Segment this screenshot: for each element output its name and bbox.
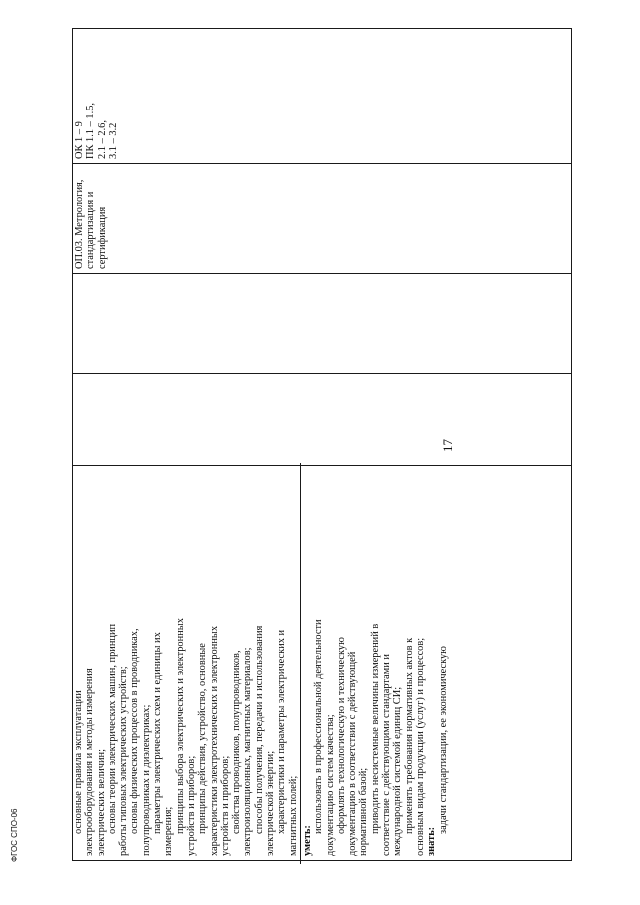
text-line: работы типовых электрических устройств; xyxy=(118,666,130,856)
text-line: измерения; xyxy=(163,806,175,856)
competence-line: ОК 1 – 9 xyxy=(74,121,85,159)
knowledge-list xyxy=(73,466,299,860)
text-line: принципы выбора электрических и электронных xyxy=(174,618,186,834)
text-line: использовать в профессиональной деятельности xyxy=(313,619,325,834)
text-line: международной системой единиц СИ; xyxy=(392,686,404,856)
text-line: основным видам продукции (услуг) и процессов; xyxy=(414,637,426,856)
text-line: оформлять технологическую и техническую xyxy=(335,637,347,834)
text-line: соответствие с действующими стандартами и xyxy=(381,654,393,856)
text-line: нормативной базой; xyxy=(358,767,370,856)
discipline-line: ОП.03. Метрология, xyxy=(74,179,85,269)
hours-cell-1 xyxy=(73,374,572,466)
text-line: электроизоляционных, магнитных материалов; xyxy=(242,647,254,856)
text-line: основные правила эксплуатации xyxy=(73,690,84,834)
text-line: устройств и приборов; xyxy=(219,755,231,856)
text-line: задачи стандартизации, ее экономическую xyxy=(437,646,449,834)
text-line: электрических величин; xyxy=(95,749,107,856)
discipline-line: стандартизация и xyxy=(85,191,97,269)
document-footer: ФГОС СПО-06 xyxy=(10,808,19,862)
text-line: электрической энергии; xyxy=(265,750,277,856)
text-line: свойства проводников, полупроводников, xyxy=(231,650,243,834)
text-line: параметры электрических схем и единицы их xyxy=(152,632,164,834)
competence-line: 3.1 – 3.2 xyxy=(107,122,119,159)
discipline-cell xyxy=(73,164,572,274)
text-line: уметь: xyxy=(301,825,313,856)
text-line: электрооборудования и методы измерения xyxy=(84,668,96,856)
text-line: знать: xyxy=(426,826,438,856)
page-number: 17 xyxy=(440,439,455,452)
text-line: применять требования нормативных актов к xyxy=(403,637,415,834)
text-line: характеристики электротехнических и электронных xyxy=(208,625,220,856)
rotated-page xyxy=(72,29,571,861)
text-line: основы теории электрических машин, принцип xyxy=(106,623,118,834)
text-line: приводить несистемные величины измерений в xyxy=(369,623,381,834)
row-separator xyxy=(300,463,301,864)
text-line: характеристики и параметры электрических и xyxy=(276,629,288,834)
knowledge-skills-cell xyxy=(73,466,572,861)
competence-line: ПК 1.1 – 1.5, xyxy=(85,103,97,159)
text-line: полупроводниках и диэлектриках; xyxy=(140,704,152,856)
hours-cell-2 xyxy=(73,274,572,374)
text-line: магнитных полей; xyxy=(287,775,299,856)
text-line: принципы действия, устройство, основные xyxy=(197,643,209,834)
curriculum-table xyxy=(72,28,572,861)
text-line: способы получения, передачи и использования xyxy=(253,625,265,834)
text-line: документацию систем качества; xyxy=(324,714,336,856)
text-line: устройств и приборов; xyxy=(185,755,197,856)
text-line: основы физических процессов в проводниках, xyxy=(129,628,141,834)
discipline-line: сертификация xyxy=(96,206,108,269)
text-line: документацию в соответствии с действующей xyxy=(347,651,359,856)
competence-cell xyxy=(73,29,572,164)
competence-line: 2.1 – 2.6, xyxy=(96,120,108,159)
skills-list xyxy=(302,466,449,860)
